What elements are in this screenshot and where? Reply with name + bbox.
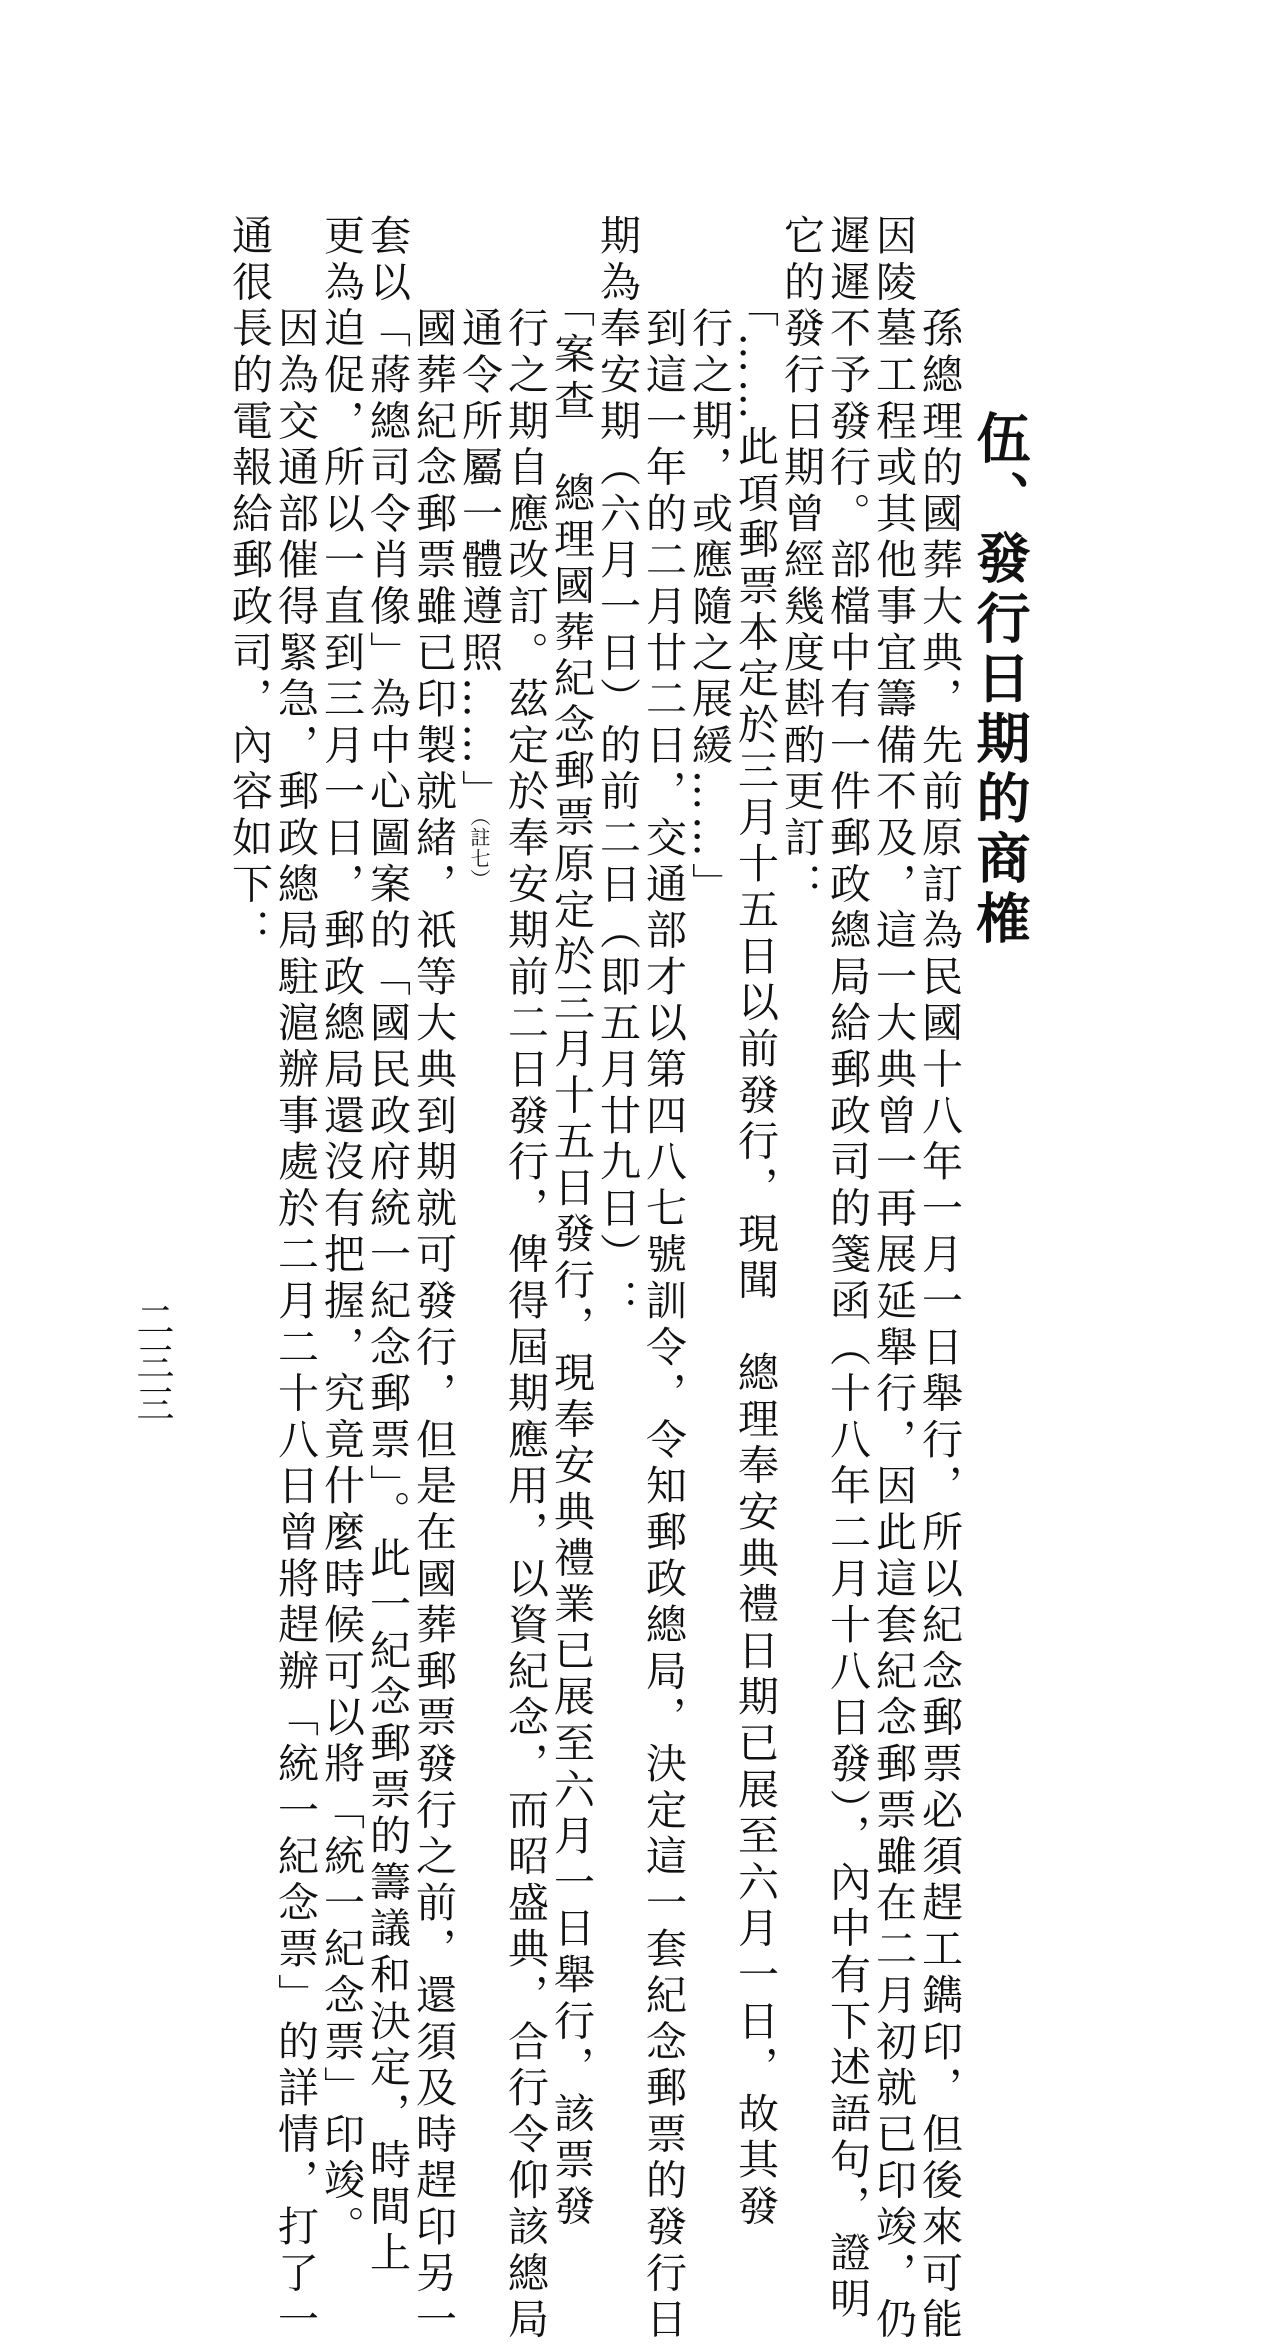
text-column: 它的發行日期曾經幾度斟酌更訂： <box>777 214 825 909</box>
footnote-marker: （註七） <box>467 815 491 890</box>
quote-column <box>456 214 502 1714</box>
text-column: 更為迫促，所以一直到三月一日，郵政總局還沒有把握，究竟什麼時候可以將「統一紀念票」印竣。 <box>317 214 365 2252</box>
text-column: 到這一年的二月廿二日，交通部才以第四八七號訓令，令知郵政總局，決定這一套紀念郵票的發行日 <box>639 214 687 2344</box>
text-column: 通很長的電報給郵政司，內容如下： <box>225 214 273 955</box>
quote-column: 行之期，或應隨之展緩……」 <box>685 214 733 909</box>
text-column: 孫總理的國葬大典，先前原訂為民國十八年一月一日舉行，所以紀念郵票必須趕工鐫印，但後來可能 <box>915 214 963 2344</box>
text-column: 國葬紀念郵票雖已印製就緒，祇等大典到期就可發行，但是在國葬郵票發行之前，還須及時趕印另一 <box>409 214 457 2344</box>
quote-column: 「案查 總理國葬紀念郵票原定於三月十五日發行，現奉安典禮業已展至六月一日舉行，該票發 <box>547 214 595 2231</box>
page-number: 二三三 <box>130 1300 174 1426</box>
text-column: 因陵墓工程或其他事宜籌備不及，這一大典曾一再展延舉行，因此這套紀念郵票雖在二月初就已印竣，仍 <box>869 214 917 2344</box>
quote-column: 行之期自應改訂。茲定於奉安期前二日發行，俾得屆期應用，以資紀念，而昭盛典，合行令仰該總局 <box>501 214 549 2344</box>
text-column: 期為奉安期（六月一日）的前二日（即五月廿九日）： <box>593 214 641 1326</box>
section-heading: 伍、發行日期的商榷 <box>968 410 1032 950</box>
text-column: 因為交通部催得緊急，郵政總局駐滬辦事處於二月二十八日曾將趕辦「統一紀念票」的詳情，打了一 <box>271 214 319 2344</box>
quote-column: 「……此項郵票本定於三月十五日以前發行，現聞 總理奉安典禮日期已展至六月一日，故其發 <box>731 214 779 2231</box>
text-column: 套以「蔣總司令肖像」為中心圖案的「國民政府統一紀念郵票」。此一紀念郵票的籌議和決定，時間上 <box>363 214 411 2277</box>
text-column: 遲遲不予發行。部檔中有一件郵政總局給郵政司的箋函（十八年二月十八日發），內中有下述語句，證明 <box>823 214 871 2324</box>
quote-text: 通令所屬一體遵照……」 <box>455 214 503 816</box>
body-text <box>225 214 963 2344</box>
